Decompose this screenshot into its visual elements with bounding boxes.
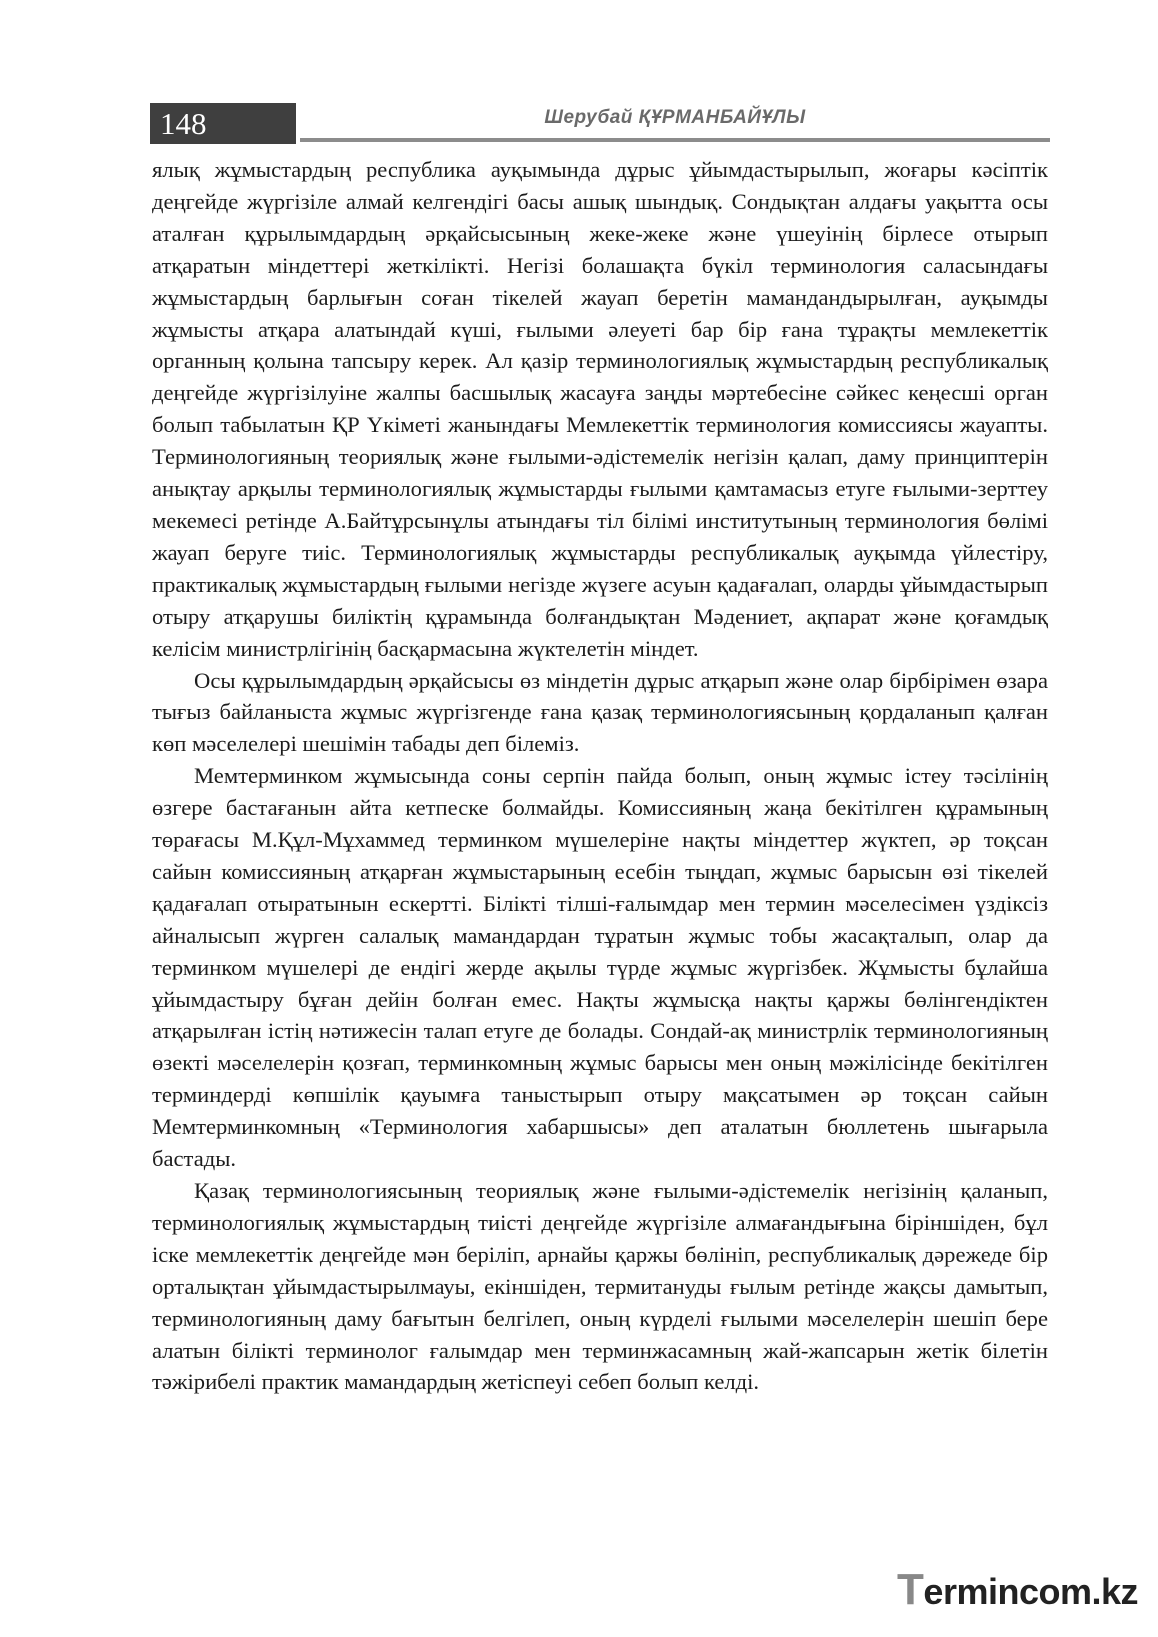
watermark-text: ermincom.kz: [923, 1571, 1138, 1612]
paragraph: ялық жұмыстардың республика ауқымында дұрыс ұйымдастырылып, жоғары кәсіптік деңгейде жүргізіле алмай келгендігі басы ашық шындық. Сондықтан алдағы уақытта осы аталған құрылымдардың әрқайсысының жеке-жеке және үшеуінің бірлесе отырып атқаратын міндеттері жеткілікті. Негізі болашақта бүкіл терминология саласындағы жұмыстардың барлығын соған тікелей жауап беретін мамандандырылған, ауқымды жұмысты атқара алатындай күші, ғылыми әлеуеті бар бір ғана тұрақты мемлекеттік органның қолына тапсыру керек. Ал қазір терминологиялық жұмыстардың республикалық деңгейде жүргізілуіне жалпы басшылық жасауға заңды мәртебесіне сәйкес кеңесші орган болып табылатын ҚР Үкіметі жанындағы Мемлекеттік терминология комиссиясы жауапты. Терминологияның теориялық және ғылыми-әдістемелік негізін қалап, даму принциптерін анықтау арқылы терминологиялық жұмыстарды ғылыми қамтамасыз етуге ғылыми-зерттеу мекемесі ретінде А.Байтұрсынұлы атындағы тіл білімі институтының терминология бөлімі жауап беруге тиіс. Терминологиялық жұмыстарды республикалық ауқымда үйлестіру, практикалық жұмыстардың ғылыми негізде жүзеге асуын қадағалап, оларды ұйымдастырып отыру атқарушы биліктің құрамында болғандықтан Мәдениет, ақпарат және қоғамдық келісім министрлігінің басқармасына жүктелетін міндет.: [152, 157, 1048, 661]
body-text: [152, 154, 1048, 1398]
page-header: [150, 103, 1050, 147]
running-title: Шерубай ҚҰРМАНБАЙҰЛЫ: [544, 107, 806, 128]
header-rule: [300, 138, 1050, 142]
paragraph: Қазақ терминологиясының теориялық және ғылыми-әдістемелік негізінің қаланып, терминологиялық жұмыстардың тиісті деңгейде жүргізіле алмағандығына біріншіден, бұл іске мемлекеттік деңгейде мән беріліп, арнайы қаржы бөлініп, республикалық дәрежеде бір орталықтан ұйымдастырылмауы, екіншіден, термитануды ғылым ретінде жақсы дамытып, терминологияның даму бағытын белгілеп, оның күрделі ғылыми мәселелерін шешіп бере алатын білікті терминолог ғалымдар мен терминжасамның жай-жапсарын жетік білетін тәжірибелі практик мамандардың жетіспеуі себеп болып келді.: [152, 1178, 1048, 1395]
paragraph: Мемтерминком жұмысында соны серпін пайда болып, оның жұмыс істеу тәсілінің өзгере бастағанын айта кетпеске болмайды. Комиссияның жаңа бекітілген құрамының төрағасы М.Құл-Мұхаммед терминком мүшелеріне нақты міндеттер жүктеп, әр тоқсан сайын комиссияның атқарған жұмыстарының есебін тыңдап, жұмыс барысын өзі тікелей қадағалап отыратынын ескертті. Білікті тілші-ғалымдар мен термин мәселесімен үздіксіз айналысып жүрген салалық мамандардан тұратын жұмыс тобы жасақталып, олар да терминком мүшелері де ендігі жерде ақылы түрде жұмыс жүргізбек. Жұмысты бұлайша ұйымдастыру бұған дейін болған емес. Нақты жұмысқа нақты қаржы бөлінгендіктен атқарылған істің нәтижесін талап етуге де болады. Сондай-ақ министрлік терминологияның өзекті мәселелерін қозғап, терминкомның жұмыс барысы мен оның мәжілісінде бекітілген терминдерді көпшілік қауымға таныстырып отыру мақсатымен әр тоқсан сайын Мемтерминкомның «Терминология хабаршысы» деп аталатын бюллетень шығарыла бастады.: [152, 763, 1048, 1172]
paragraph: Осы құрылымдардың әрқайсысы өз міндетін дұрыс атқарып және олар бірбірімен өзара тығыз байланыста жұмыс жүргізгенде ғана қазақ терминологиясының қордаланып қалған көп мәселелері шешімін табады деп білеміз.: [152, 667, 1048, 757]
watermark-letter: T: [897, 1565, 924, 1614]
page-number: 148: [150, 103, 296, 144]
watermark-logo: [897, 1565, 1138, 1615]
